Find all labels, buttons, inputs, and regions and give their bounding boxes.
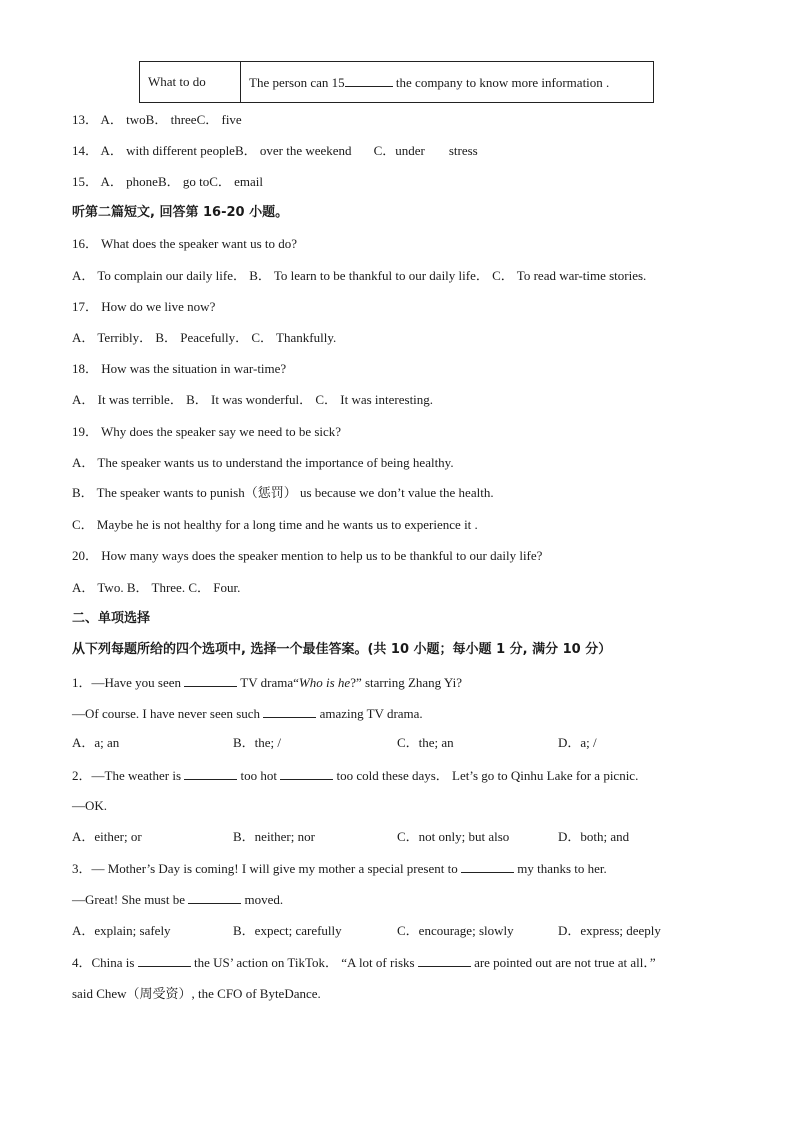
section-title: 二、单项选择 bbox=[72, 611, 151, 626]
question-16-options: A． To complain our daily life． B． To learn to be thankful to our daily life． C． To read war-time stories. bbox=[72, 268, 647, 283]
question-15: 15． A． phoneB． go toC． email bbox=[72, 174, 264, 189]
table-cell-label: What to do bbox=[140, 62, 241, 103]
mc3-line2: —Great! She must be moved. bbox=[72, 892, 284, 907]
mc2-option-a: A．either; or bbox=[72, 829, 142, 844]
mc3-option-a: A．explain; safely bbox=[72, 923, 171, 938]
answer-blank bbox=[184, 674, 237, 687]
mc1-option-d: D．a; / bbox=[558, 735, 597, 750]
answer-blank bbox=[418, 954, 471, 967]
question-16-stem: 16． What does the speaker want us to do? bbox=[72, 236, 298, 251]
answer-blank bbox=[345, 74, 393, 87]
question-13: 13． A． twoB． threeC． five bbox=[72, 112, 242, 127]
question-20-options: A． Two. B． Three. C． Four. bbox=[72, 580, 241, 595]
question-18-stem: 18． How was the situation in war-time? bbox=[72, 361, 287, 376]
mc3-line1: 3．— Mother’s Day is coming! I will give my mother a special present to my thanks to her. bbox=[72, 861, 607, 876]
question-18-options: A． It was terrible． B． It was wonderful． C． It was interesting. bbox=[72, 392, 434, 407]
question-17-stem: 17． How do we live now? bbox=[72, 299, 216, 314]
mc2-option-d: D．both; and bbox=[558, 829, 630, 844]
mc1-option-b: B．the; / bbox=[233, 735, 282, 750]
mc2-line2: —OK. bbox=[72, 798, 108, 813]
table-row bbox=[140, 62, 654, 103]
section-instructions: 从下列每题所给的四个选项中, 选择一个最佳答案。(共 10 小题；每小题 1 分, 满分 10 分） bbox=[72, 642, 612, 657]
mc1-line1: 1．—Have you seen TV drama“Who is he?” starring Zhang Yi? bbox=[72, 675, 462, 690]
question-19-option-b: B． The speaker wants to punish（惩罚） us because we don’t value the health. bbox=[72, 485, 494, 500]
section-heading-listening: 听第二篇短文, 回答第 16-20 小题。 bbox=[72, 205, 289, 220]
mc2-option-b: B．neither; nor bbox=[233, 829, 315, 844]
answer-blank bbox=[138, 954, 191, 967]
answer-blank bbox=[188, 891, 241, 904]
answer-blank bbox=[280, 767, 333, 780]
mc3-option-b: B．expect; carefully bbox=[233, 923, 342, 938]
question-19-option-c: C． Maybe he is not healthy for a long time and he wants us to experience it . bbox=[72, 517, 478, 532]
mc3-option-d: D．express; deeply bbox=[558, 923, 661, 938]
table-cell-content: The person can 15 the company to know more information . bbox=[241, 62, 654, 103]
info-table bbox=[139, 61, 654, 103]
mc1-line2: —Of course. I have never seen such amazing TV drama. bbox=[72, 706, 423, 721]
mc2-option-c: C．not only; but also bbox=[397, 829, 510, 844]
mc2-line1: 2．—The weather is too hot too cold these days． Let’s go to Qinhu Lake for a picnic. bbox=[72, 768, 639, 783]
mc4-line1: 4．China is the US’ action on TikTok． “A lot of risks are pointed out are not true at all．” bbox=[72, 955, 656, 970]
answer-blank bbox=[461, 860, 514, 873]
question-19-option-a: A． The speaker wants us to understand the importance of being healthy. bbox=[72, 455, 454, 470]
question-19-stem: 19． Why does the speaker say we need to be sick? bbox=[72, 424, 342, 439]
question-14: 14． A． with different peopleB． over the weekend C．under stress bbox=[72, 143, 478, 158]
answer-blank bbox=[184, 767, 237, 780]
answer-blank bbox=[263, 705, 316, 718]
mc3-option-c: C．encourage; slowly bbox=[397, 923, 514, 938]
question-20-stem: 20． How many ways does the speaker mention to help us to be thankful to our daily life? bbox=[72, 548, 543, 563]
mc1-option-a: A．a; an bbox=[72, 735, 120, 750]
question-17-options: A． Terribly． B． Peacefully． C． Thankfully. bbox=[72, 330, 337, 345]
mc1-option-c: C．the; an bbox=[397, 735, 454, 750]
mc4-line2: said Chew（周受资）, the CFO of ByteDance. bbox=[72, 986, 321, 1001]
